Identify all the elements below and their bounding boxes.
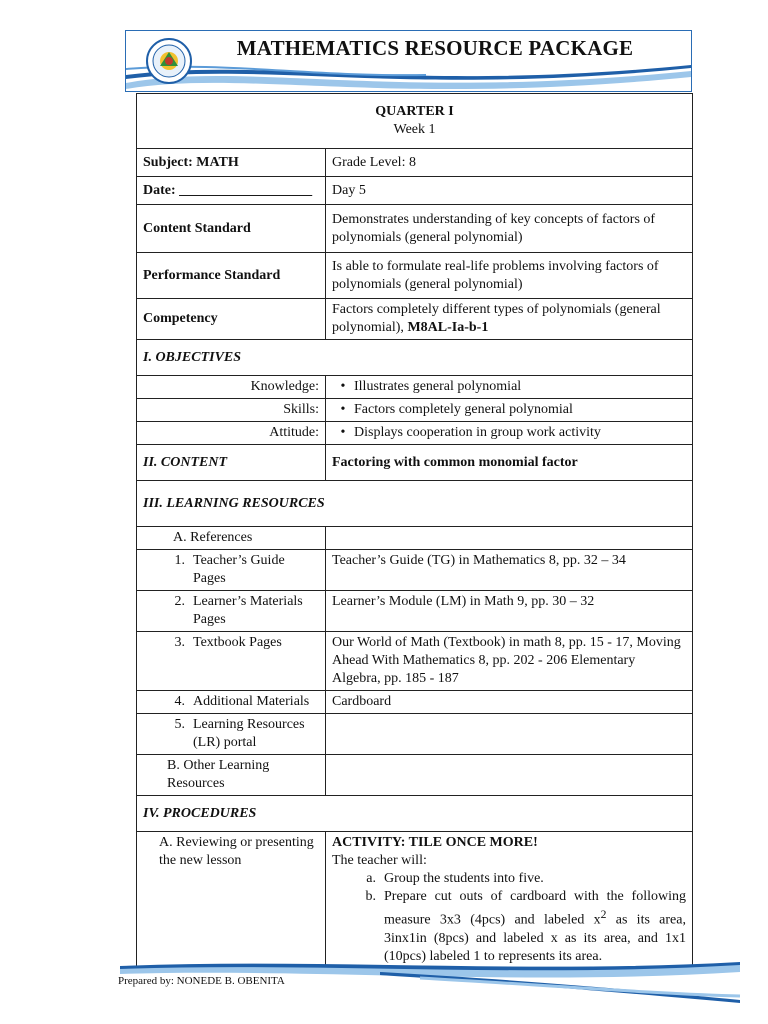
competency-label: Competency: [137, 299, 326, 340]
lesson-plan-table: [136, 93, 693, 969]
procedures-heading: IV. PROCEDURES: [137, 796, 693, 832]
references-row: [137, 527, 693, 550]
quarter-row: [137, 94, 693, 149]
resource-number: 3.: [174, 635, 185, 650]
competency-code: M8AL-Ia-b-1: [407, 320, 489, 335]
content-text: Factoring with common monomial factor: [326, 445, 693, 481]
objective-label: Attitude:: [137, 422, 326, 445]
subject-label: Subject: MATH: [137, 149, 326, 177]
objective-row: [137, 422, 693, 445]
subject-row: [137, 149, 693, 177]
resource-row: [137, 632, 693, 691]
content-heading: II. CONTENT: [137, 445, 326, 481]
content-row: [137, 445, 693, 481]
resource-label: Textbook Pages: [193, 635, 282, 650]
objectives-heading-row: [137, 340, 693, 376]
bullet-icon: •: [340, 425, 346, 440]
bullet-icon: •: [340, 402, 346, 417]
objective-text: Factors completely general polynomial: [354, 402, 573, 417]
objective-row: [137, 399, 693, 422]
resource-text: Our World of Math (Textbook) in math 8, pp. 15 - 17, Moving Ahead With Mathematics 8, pp. 202 - 206 Elementary Algebra, pp. 185 - 187: [326, 632, 693, 691]
activity-intro: The teacher will:: [332, 853, 427, 868]
step-label: a.: [366, 871, 376, 886]
date-row: [137, 177, 693, 205]
date-label: Date: ___________________: [137, 177, 326, 205]
resource-text: Cardboard: [326, 691, 693, 714]
footer-wave-decoration: [0, 950, 768, 1010]
other-resources-row: [137, 755, 693, 796]
resource-label: Learning Resources (LR) portal: [193, 717, 305, 750]
resource-label-cell: [137, 714, 326, 755]
objective-item: [326, 376, 693, 399]
resource-label-cell: [137, 550, 326, 591]
competency-row: [137, 299, 693, 340]
resource-number: 4.: [174, 694, 185, 709]
empty-cell: [326, 527, 693, 550]
resource-number: 5.: [174, 717, 185, 732]
resource-text: Teacher’s Guide (TG) in Mathematics 8, pp. 32 – 34: [326, 550, 693, 591]
grade-level: Grade Level: 8: [326, 149, 693, 177]
resource-text: [326, 714, 693, 755]
objective-item: [326, 399, 693, 422]
week-label: Week 1: [393, 122, 436, 137]
resource-row: [137, 691, 693, 714]
step-text-part: Prepare cut outs of cardboard with the following measure 3x3 (4pcs) and labeled x: [384, 889, 686, 928]
procedure-row: [137, 832, 693, 969]
performance-standard-row: [137, 253, 693, 299]
content-standard-text: Demonstrates understanding of key concepts of factors of polynomials (general polynomial): [326, 205, 693, 253]
resources-heading-row: [137, 481, 693, 527]
resource-number: 1.: [174, 553, 185, 568]
competency-cell: [326, 299, 693, 340]
step-text-part: as its area, 3inx1in (8pcs) and labeled x as its area, and 1x1 (10pcs) labeled 1 to represents its area.: [384, 912, 686, 964]
deped-seal-logo: [146, 38, 192, 84]
performance-standard-text: Is able to formulate real-life problems involving factors of polynomials (general polynomial): [326, 253, 693, 299]
references-label: A. References: [137, 527, 326, 550]
resource-label: Teacher’s Guide Pages: [193, 553, 285, 586]
resource-label: Learner’s Materials Pages: [193, 594, 303, 627]
objective-text: Illustrates general polynomial: [354, 379, 522, 394]
page-title: MATHEMATICS RESOURCE PACKAGE: [236, 36, 634, 60]
resource-label-cell: [137, 691, 326, 714]
objective-label: Skills:: [137, 399, 326, 422]
prepared-by: Prepared by: NONEDE B. OBENITA: [118, 975, 285, 987]
resource-label-cell: [137, 591, 326, 632]
procedure-a-label: A. Reviewing or presenting the new lesson: [137, 832, 326, 969]
procedure-a-content: [326, 832, 693, 969]
performance-standard-label: Performance Standard: [137, 253, 326, 299]
resources-heading: III. LEARNING RESOURCES: [137, 481, 693, 527]
resource-row: [137, 591, 693, 632]
resource-label: Additional Materials: [193, 694, 310, 709]
superscript: 2: [600, 908, 607, 921]
step-label: b.: [365, 889, 376, 904]
competency-text: Factors completely different types of polynomials (general polynomial),: [332, 302, 661, 335]
content-standard-label: Content Standard: [137, 205, 326, 253]
activity-title: ACTIVITY: TILE ONCE MORE!: [332, 835, 538, 850]
resource-row: [137, 714, 693, 755]
step-text: Group the students into five.: [384, 871, 544, 886]
quarter-label: QUARTER I: [375, 104, 454, 119]
resource-text: Learner’s Module (LM) in Math 9, pp. 30 – 32: [326, 591, 693, 632]
resource-number: 2.: [174, 594, 185, 609]
objectives-heading: I. OBJECTIVES: [137, 340, 693, 376]
day-label: Day 5: [326, 177, 693, 205]
content-standard-row: [137, 205, 693, 253]
resource-label-cell: [137, 632, 326, 691]
objective-item: [326, 422, 693, 445]
list-item: [332, 870, 686, 888]
resource-row: [137, 550, 693, 591]
bullet-icon: •: [340, 379, 346, 394]
objective-row: [137, 376, 693, 399]
other-resources-label: B. Other Learning Resources: [137, 755, 326, 796]
empty-cell: [326, 755, 693, 796]
objective-label: Knowledge:: [137, 376, 326, 399]
objective-text: Displays cooperation in group work activity: [354, 425, 601, 440]
procedures-heading-row: [137, 796, 693, 832]
